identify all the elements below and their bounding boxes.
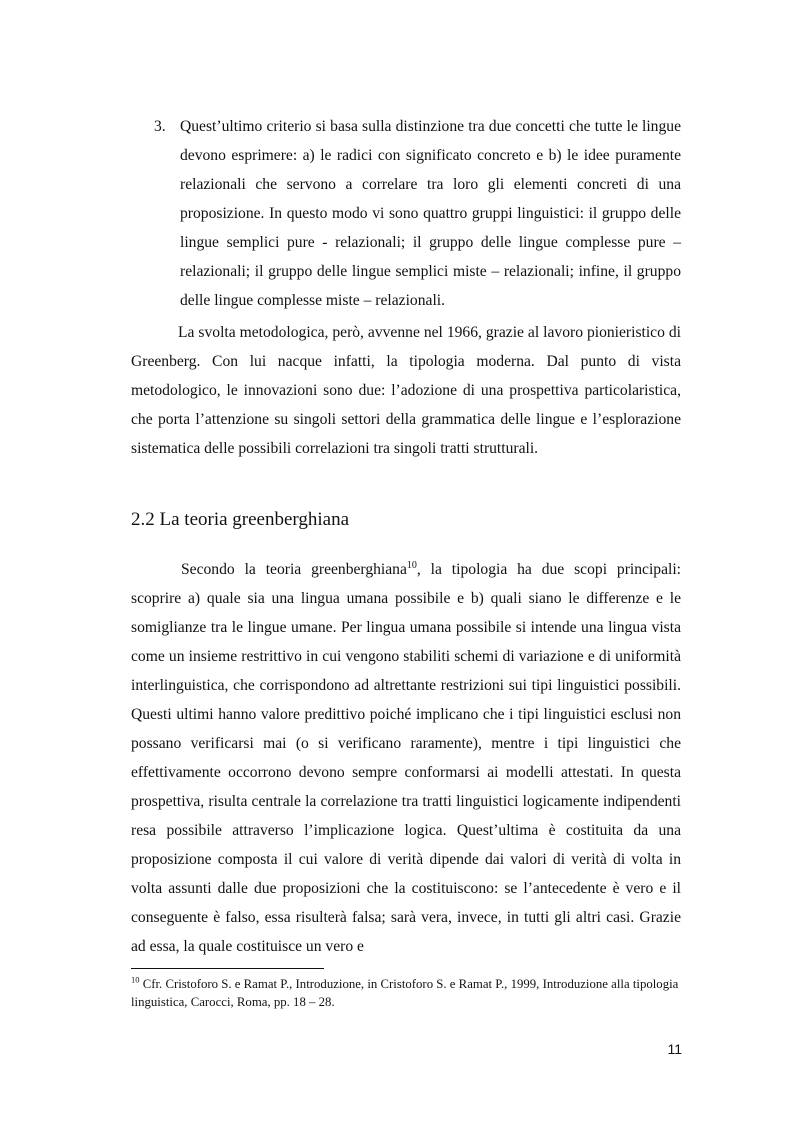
footnote-separator bbox=[131, 968, 324, 969]
paragraph-teoria-greenberghiana bbox=[131, 555, 681, 961]
footnote-text: Cfr. Cristoforo S. e Ramat P., Introduzione, in Cristoforo S. e Ramat P., 1999, Introduzione alla tipologia linguistica, Carocci, Roma, pp. 18 – 28. bbox=[131, 977, 679, 1009]
paragraph-text-start: Secondo la teoria greenberghiana bbox=[181, 561, 407, 578]
numbered-list bbox=[131, 112, 681, 315]
footnote-reference[interactable]: 10 bbox=[406, 559, 417, 571]
footnote bbox=[131, 975, 681, 1011]
page-number: 11 bbox=[667, 1041, 682, 1057]
footnote-number: 10 bbox=[131, 974, 140, 985]
list-item-number: 3. bbox=[154, 118, 166, 135]
paragraph-text-rest: , la tipologia ha due scopi principali: scoprire a) quale sia una lingua umana possibile e b) quali siano le differenze e le somiglianze tra le lingue umane. Per lingua umana possibile si intende una lingua vista come un insieme restrittivo in cui vengono stabiliti schemi di variazione e di uniformità interlinguistica, che corrispondono ad altrettante restrizioni sui tipi linguistici possibili. Questi ultimi hanno valore predittivo poiché implicano che i tipi linguistici esclusi non possano verificarsi mai (o si verificano raramente), mentre i tipi linguistici che effettivamente occorrono devono sempre conformarsi ai modelli attestati. In questa prospettiva, risulta centrale la correlazione tra tratti linguistici logicamente indipendenti resa possibile attraverso l’implicazione logica. Quest’ultima è costituita da una proposizione composta il cui valore di verità dipende dai valori di verità di volta in volta assunti dalle due proposizioni che la costituiscono: se l’antecedente è vero e il conseguente è falso, essa risulterà falsa; sarà vera, invece, in tutti gli altri casi. Grazie ad essa, la quale costituisce un vero e bbox=[131, 561, 681, 955]
section-heading: 2.2 La teoria greenberghiana bbox=[131, 509, 350, 530]
list-item bbox=[131, 112, 681, 315]
paragraph-svolta-metodologica: La svolta metodologica, però, avvenne nel 1966, grazie al lavoro pionieristico di Greenberg. Con lui nacque infatti, la tipologia moderna. Dal punto di vista metodologico, le innovazioni sono due: l’adozione di una prospettiva particolaristica, che porta l’attenzione su singoli settori della grammatica delle lingue e l’esplorazione sistematica delle possibili correlazioni tra singoli tratti strutturali. bbox=[131, 324, 681, 457]
list-item-text: Quest’ultimo criterio si basa sulla distinzione tra due concetti che tutte le lingue devono esprimere: a) le radici con significato concreto e b) le idee puramente relazionali che servono a correlare tra loro gli elementi concreti di una proposizione. In questo modo vi sono quattro gruppi linguistici: il gruppo delle lingue semplici pure - relazionali; il gruppo delle lingue complesse pure – relazionali; il gruppo delle lingue semplici miste – relazionali; infine, il gruppo delle lingue complesse miste – relazionali. bbox=[180, 118, 681, 309]
